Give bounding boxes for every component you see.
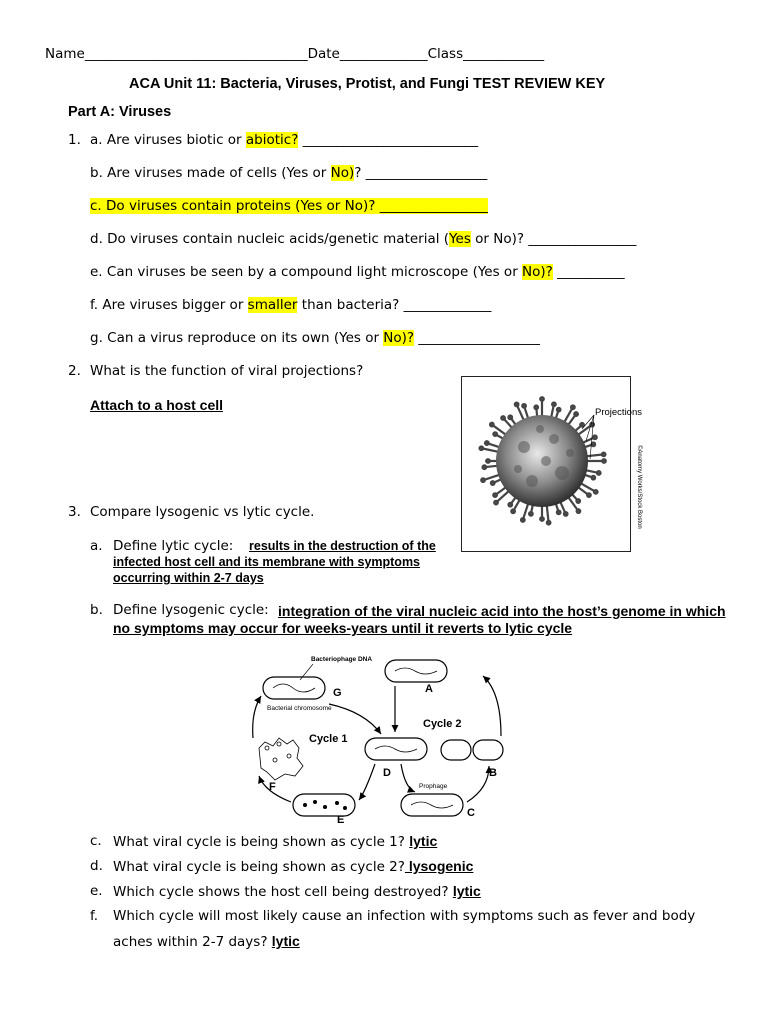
question-3d-text: What viral cycle is being shown as cycle 2? bbox=[113, 859, 405, 875]
virus-figure bbox=[461, 376, 642, 552]
virus-spike-tip bbox=[594, 490, 598, 494]
virus-spike-tip bbox=[602, 453, 606, 457]
question-2-text: What is the function of viral projections? bbox=[90, 363, 364, 379]
question-2-answer: Attach to a host cell bbox=[90, 397, 224, 413]
cell-b-right bbox=[473, 740, 503, 760]
label-b: B bbox=[489, 767, 497, 779]
virus-spike-tip bbox=[529, 512, 533, 516]
label-d: D bbox=[383, 767, 391, 779]
question-3d-label: d. bbox=[90, 858, 103, 874]
question-1f-text: f. Are viruses bigger or bbox=[90, 297, 248, 313]
virus-spike-tip bbox=[534, 406, 538, 410]
virus-spike-tip bbox=[564, 512, 568, 516]
question-3f-answer: lytic bbox=[271, 933, 300, 949]
question-1b-answer: No) bbox=[330, 165, 355, 181]
question-1f-blank: than bacteria? _____________ bbox=[297, 297, 492, 313]
page-title: ACA Unit 11: Bacteria, Viruses, Protist, and Fungi TEST REVIEW KEY bbox=[129, 76, 606, 92]
label-g: G bbox=[333, 687, 342, 699]
prophage-label: Prophage bbox=[419, 783, 448, 790]
photo-credit: ©Anatomy Works/Stock Boston bbox=[636, 445, 642, 529]
virus-spike-tip bbox=[521, 518, 525, 522]
projections-label: Projections bbox=[595, 407, 642, 418]
virus-spike-tip bbox=[486, 459, 490, 463]
question-3c bbox=[113, 833, 437, 850]
virus-spike-tip bbox=[577, 509, 581, 513]
question-3e-answer: lytic bbox=[452, 883, 481, 899]
virus-spike-tip bbox=[576, 499, 580, 503]
question-3e-label: e. bbox=[90, 883, 103, 899]
question-1e-text: e. Can viruses be seen by a compound light microscope (Yes or bbox=[90, 264, 523, 280]
question-1f bbox=[90, 297, 491, 313]
virus-spike-tip bbox=[508, 416, 512, 420]
question-3b-answer-line2: no symptoms may occur for weeks-years until it reverts to lytic cycle bbox=[113, 620, 573, 636]
question-1c bbox=[90, 198, 488, 214]
cell-c bbox=[401, 794, 463, 816]
question-3-number: 3. bbox=[68, 504, 81, 520]
question-1d-answer: Yes bbox=[449, 231, 471, 247]
virus-spike-tip bbox=[485, 441, 489, 445]
question-3-text: Compare lysogenic vs lytic cycle. bbox=[90, 504, 315, 520]
question-1e-answer: No)? bbox=[522, 264, 553, 280]
question-1f-answer: smaller bbox=[247, 297, 298, 313]
virus-spike-tip bbox=[552, 402, 556, 406]
label-c: C bbox=[467, 807, 475, 819]
cell-f-burst bbox=[259, 738, 303, 780]
question-1g-blank: __________________ bbox=[414, 330, 540, 346]
virus-spike-tip bbox=[593, 435, 597, 439]
virus-spike-tip bbox=[580, 423, 584, 427]
virus-spike-tip bbox=[494, 501, 498, 505]
cycle-2-label: Cycle 2 bbox=[423, 718, 462, 730]
question-1a-text: a. Are viruses biotic or bbox=[90, 132, 246, 148]
cell-d bbox=[365, 738, 427, 760]
question-3a-answer-line2: infected host cell and its membrane with symptoms bbox=[113, 555, 421, 569]
virus-spike-tip bbox=[557, 511, 561, 515]
question-1b-text: b. Are viruses made of cells (Yes or bbox=[90, 165, 331, 181]
question-3c-answer: lytic bbox=[409, 833, 438, 849]
virus-spike-tip bbox=[501, 416, 505, 420]
question-1g bbox=[90, 330, 540, 346]
question-1e-blank: __________ bbox=[552, 264, 625, 280]
virus-spike-tip bbox=[547, 521, 551, 525]
question-1-number: 1. bbox=[68, 132, 81, 148]
question-3b-label: b. bbox=[90, 602, 103, 618]
question-1d-blank: or No)? ________________ bbox=[470, 231, 637, 247]
cycle-1-label: Cycle 1 bbox=[309, 733, 348, 745]
question-3a-answer-line3: occurring within 2-7 days bbox=[113, 571, 264, 585]
viral-cycle-diagram bbox=[245, 652, 515, 824]
label-e: E bbox=[337, 814, 345, 826]
virus-spike-tip bbox=[602, 459, 606, 463]
virus-spike-tip bbox=[592, 443, 596, 447]
virus-illustration bbox=[462, 377, 642, 551]
virus-spike-tip bbox=[508, 503, 512, 507]
question-1b bbox=[90, 165, 487, 181]
question-3e-text: Which cycle shows the host cell being destroyed? bbox=[113, 884, 453, 900]
question-3d-answer: lysogenic bbox=[404, 858, 474, 874]
virus-spike-tip bbox=[522, 404, 526, 408]
label-f: F bbox=[269, 781, 276, 793]
virus-spike-tip bbox=[574, 412, 578, 416]
question-3c-label: c. bbox=[90, 833, 102, 849]
virus-spike-tip bbox=[557, 408, 561, 412]
question-3b-text: Define lysogenic cycle: bbox=[113, 602, 269, 618]
question-3a-label: a. bbox=[90, 538, 103, 554]
virus-spike-tip bbox=[493, 493, 497, 497]
question-1e bbox=[90, 264, 625, 280]
virus-spike-tip bbox=[491, 481, 495, 485]
virus-spike-tip bbox=[493, 432, 497, 436]
question-1a-blank: __________________________ bbox=[298, 132, 479, 148]
question-3d bbox=[113, 858, 473, 875]
virus-spike-tip bbox=[480, 446, 484, 450]
question-3a-answer-line1: results in the destruction of the bbox=[249, 539, 436, 553]
virus-spike-tip bbox=[511, 509, 515, 513]
virus-spike-tip bbox=[587, 493, 591, 497]
virus-spike-tip bbox=[483, 465, 487, 469]
question-3f-text-line1: Which cycle will most likely cause an infection with symptoms such as fever and body bbox=[113, 908, 696, 924]
virus-spike-tip bbox=[571, 405, 575, 409]
cell-g bbox=[263, 677, 325, 699]
question-3f bbox=[113, 933, 300, 950]
virus-spike-tip bbox=[540, 397, 544, 401]
question-1b-blank: ? __________________ bbox=[354, 165, 488, 181]
question-3a-text: Define lytic cycle: bbox=[113, 538, 234, 554]
virus-spike-tip bbox=[515, 403, 519, 407]
question-1d bbox=[90, 231, 636, 247]
question-2-number: 2. bbox=[68, 363, 81, 379]
bacterial-chromosome-label: Bacterial chromosome bbox=[267, 705, 332, 712]
question-1c-text: c. Do viruses contain proteins (Yes or No)? ________________ bbox=[90, 198, 488, 214]
question-1a bbox=[90, 132, 478, 148]
virus-spike-tip bbox=[592, 476, 596, 480]
question-1g-text: g. Can a virus reproduce on its own (Yes or bbox=[90, 330, 384, 346]
bacteriophage-dna-label: Bacteriophage DNA bbox=[311, 656, 373, 663]
question-3f-label: f. bbox=[90, 908, 99, 924]
question-1d-text: d. Do viruses contain nucleic acids/genetic material ( bbox=[90, 231, 450, 247]
virus-spike-tip bbox=[597, 471, 601, 475]
cell-b-left bbox=[441, 740, 471, 760]
virus-spike-tip bbox=[490, 423, 494, 427]
name-date-class-line: Name_________________________________Date_____________Class____________ bbox=[45, 46, 545, 62]
question-3c-text: What viral cycle is being shown as cycle 1? bbox=[113, 834, 410, 850]
question-1g-answer: No)? bbox=[383, 330, 415, 346]
virus-spike-tip bbox=[540, 517, 544, 521]
virus-spike-tip bbox=[481, 478, 485, 482]
cell-a bbox=[385, 660, 447, 682]
label-a: A bbox=[425, 683, 433, 695]
question-3b-answer-line1: integration of the viral nucleic acid into the host’s genome in which bbox=[278, 603, 726, 619]
cell-e bbox=[293, 794, 355, 816]
question-3e bbox=[113, 883, 481, 900]
question-3f-text-line2: aches within 2-7 days? bbox=[113, 934, 272, 950]
section-heading: Part A: Viruses bbox=[68, 104, 172, 120]
question-1a-answer: abiotic? bbox=[245, 132, 299, 148]
